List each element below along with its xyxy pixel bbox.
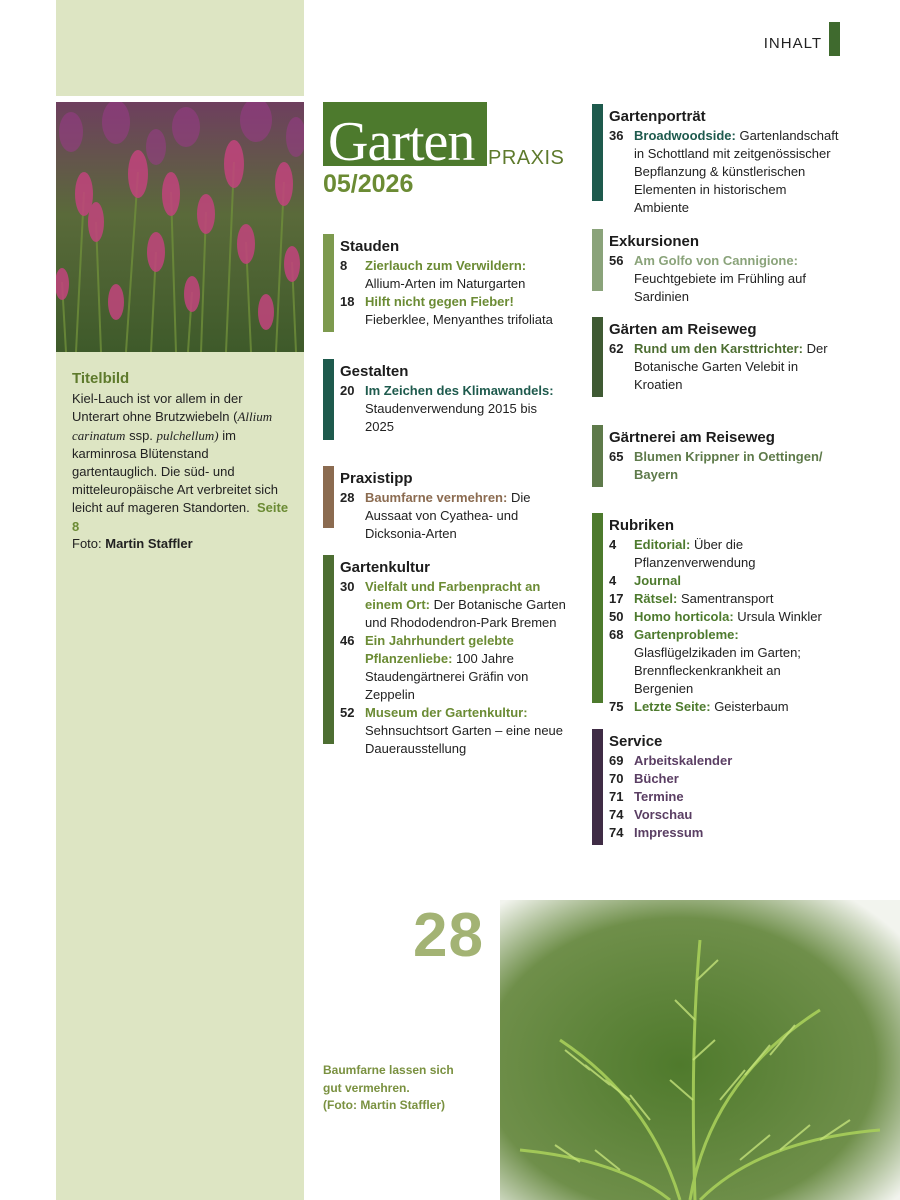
toc-entry-page: 75 bbox=[609, 699, 624, 714]
section-body bbox=[609, 729, 842, 842]
caption-line-1: Baumfarne lassen sich bbox=[323, 1063, 454, 1077]
toc-entry-page: 50 bbox=[609, 609, 624, 624]
toc-entry-headline: Am Golfo von Cannigione: bbox=[634, 253, 798, 268]
toc-entry-description: Sehnsuchtsort Garten – eine neue Dauerausstellung bbox=[365, 723, 564, 756]
section-title: Exkursionen bbox=[609, 233, 700, 250]
section-title: Service bbox=[609, 733, 663, 750]
cover-caption-text-c: im karminrosa Blütenstand gartentauglich. Die süd- und mitteleuropäische Art verbreitet sich leicht auf mageren Standorten. bbox=[72, 427, 278, 516]
section-title: Gärtnerei am Reiseweg bbox=[609, 429, 775, 446]
toc-entry-page: 18 bbox=[340, 294, 355, 309]
toc-entry-description: Geisterbaum bbox=[710, 699, 789, 714]
toc-entry-headline: Journal bbox=[634, 573, 681, 588]
section-color-bar bbox=[323, 555, 334, 744]
toc-entry[interactable] bbox=[609, 770, 842, 788]
logo-praxis: PRAXIS bbox=[488, 147, 565, 169]
toc-entry-page: 17 bbox=[609, 591, 624, 606]
toc-entry[interactable] bbox=[609, 572, 842, 590]
toc-entry-page: 46 bbox=[340, 633, 355, 648]
fern-photo-illustration bbox=[500, 900, 900, 1200]
toc-entry[interactable] bbox=[609, 788, 842, 806]
toc-entry[interactable] bbox=[340, 632, 568, 704]
toc-entry-description: Allium-Arten im Naturgarten bbox=[365, 276, 526, 291]
toc-entry-page: 30 bbox=[340, 579, 355, 594]
toc-entry-headline: Letzte Seite: bbox=[634, 699, 711, 714]
cover-photo-allium bbox=[56, 102, 304, 352]
section-title: Praxistipp bbox=[340, 470, 413, 487]
toc-entry-page: 65 bbox=[609, 449, 624, 464]
toc-entry-headline: Homo horticola: bbox=[634, 609, 734, 624]
section-body bbox=[340, 555, 568, 758]
toc-entry[interactable] bbox=[609, 536, 842, 572]
toc-entry-headline: Rund um den Karsttrichter: bbox=[634, 341, 804, 356]
cover-caption-latin-b: pulchellum) bbox=[156, 427, 219, 443]
toc-entry-headline: Baumfarne vermehren: bbox=[365, 490, 508, 505]
section-color-bar bbox=[592, 229, 603, 291]
issue-number: 05/2026 bbox=[323, 170, 414, 198]
toc-entry-headline: Arbeitskalender bbox=[634, 753, 733, 768]
photo-credit-label: Foto: bbox=[72, 536, 102, 551]
toc-entry-headline: Zierlauch zum Verwildern: bbox=[365, 258, 527, 273]
toc-entry-description: Samentransport bbox=[677, 591, 774, 606]
toc-entry-headline: Editorial: bbox=[634, 537, 691, 552]
section-body bbox=[340, 359, 568, 436]
toc-entry-headline: Broadwoodside: bbox=[634, 128, 736, 143]
toc-entry-description: Ursula Winkler bbox=[733, 609, 822, 624]
toc-entry-description: 100 Jahre Staudengärtnerei Gräfin von Zeppelin bbox=[365, 651, 529, 702]
toc-entry[interactable] bbox=[340, 293, 568, 329]
toc-entry[interactable] bbox=[609, 752, 842, 770]
logo-garten: Garten bbox=[328, 111, 475, 173]
section-title: Gartenkultur bbox=[340, 559, 431, 576]
cover-page-reference: Seite 8 bbox=[72, 500, 289, 534]
toc-entry-page: 74 bbox=[609, 825, 624, 840]
cover-caption-text-a: Kiel-Lauch ist vor allem in der Unterart ohne Brutzwiebeln ( bbox=[72, 391, 243, 425]
section-color-bar bbox=[323, 466, 334, 528]
cover-caption bbox=[72, 370, 292, 536]
toc-entry-description: Gartenlandschaft in Schottland mit zeitgenössischer Bepflanzung & künstlerischen Elementen in historischem Ambiente bbox=[634, 128, 839, 215]
cover-caption-heading: Titelbild bbox=[72, 370, 130, 387]
toc-entry[interactable] bbox=[340, 578, 568, 632]
section-color-bar bbox=[592, 104, 603, 201]
toc-entry[interactable] bbox=[609, 252, 842, 306]
toc-entry[interactable] bbox=[609, 590, 842, 608]
toc-entry[interactable] bbox=[340, 704, 568, 758]
toc-entry-page: 52 bbox=[340, 705, 355, 720]
toc-entry[interactable] bbox=[340, 257, 568, 293]
toc-entry[interactable] bbox=[340, 382, 568, 436]
toc-entry-page: 20 bbox=[340, 383, 355, 398]
toc-entry[interactable] bbox=[609, 824, 842, 842]
toc-entry-description: Staudenverwendung 2015 bis 2025 bbox=[365, 401, 538, 434]
section-title: Gartenporträt bbox=[609, 108, 706, 125]
section-label: INHALT bbox=[763, 35, 822, 52]
section-color-bar bbox=[323, 359, 334, 440]
toc-entry-description: Der Botanische Garten Velebit in Kroatien bbox=[634, 341, 828, 392]
toc-entry-page: 4 bbox=[609, 537, 617, 552]
toc-entry-page: 69 bbox=[609, 753, 624, 768]
toc-entry-page: 36 bbox=[609, 128, 624, 143]
cover-caption-text-b: ssp. bbox=[125, 427, 157, 443]
toc-entry[interactable] bbox=[340, 489, 568, 543]
section-color-bar bbox=[592, 513, 603, 703]
feature-page-number: 28 bbox=[413, 901, 484, 970]
fern-photo bbox=[500, 900, 900, 1200]
photo-credit-name: Martin Staffler bbox=[105, 536, 193, 551]
caption-line-3: (Foto: Martin Staffler) bbox=[323, 1098, 445, 1112]
toc-entry-page: 71 bbox=[609, 789, 624, 804]
toc-entry-page: 62 bbox=[609, 341, 624, 356]
toc-entry-description: Feuchtgebiete im Frühling auf Sardinien bbox=[634, 271, 806, 304]
caption-line-2: gut vermehren. bbox=[323, 1080, 410, 1095]
toc-entry-page: 8 bbox=[340, 258, 348, 273]
section-color-bar bbox=[592, 425, 603, 487]
toc-entry-page: 56 bbox=[609, 253, 624, 268]
toc-entry[interactable] bbox=[609, 448, 842, 484]
section-color-bar bbox=[592, 729, 603, 845]
toc-entry[interactable] bbox=[609, 806, 842, 824]
section-body bbox=[609, 513, 842, 716]
section-body bbox=[609, 104, 842, 217]
cover-photo-credit bbox=[72, 536, 193, 551]
toc-entry[interactable] bbox=[609, 340, 842, 394]
toc-entry-page: 74 bbox=[609, 807, 624, 822]
cover-caption-latin-a: Allium carinatum bbox=[72, 409, 273, 443]
toc-entry-description: Der Botanische Garten und Rhododendron-Park Bremen bbox=[365, 597, 566, 630]
section-title: Gestalten bbox=[340, 363, 409, 380]
section-title: Rubriken bbox=[609, 517, 675, 534]
toc-entry-page: 28 bbox=[340, 490, 355, 505]
section-title: Gärten am Reiseweg bbox=[609, 321, 757, 338]
toc-entry[interactable] bbox=[609, 608, 842, 626]
section-color-bar bbox=[592, 317, 603, 397]
section-body bbox=[340, 234, 568, 329]
toc-entry-headline: Gartenprobleme: bbox=[634, 627, 739, 642]
toc-entry-headline: Im Zeichen des Klimawandels: bbox=[365, 383, 554, 398]
section-body bbox=[609, 317, 842, 394]
toc-entry-description: Über die Pflanzenverwendung bbox=[634, 537, 756, 570]
toc-entry-headline: Impressum bbox=[634, 825, 704, 840]
toc-entry[interactable] bbox=[609, 698, 842, 716]
toc-entry-headline: Hilft nicht gegen Fieber! bbox=[365, 294, 514, 309]
toc-entry-page: 70 bbox=[609, 771, 624, 786]
section-body bbox=[340, 466, 568, 543]
toc-entry-description: Fieberklee, Menyanthes trifoliata bbox=[365, 312, 553, 327]
toc-entry-headline: Blumen Krippner in Oettingen/ Bayern bbox=[634, 449, 823, 482]
toc-entry[interactable] bbox=[609, 626, 842, 698]
section-title: Stauden bbox=[340, 238, 400, 255]
section-color-bar bbox=[323, 234, 334, 332]
allium-photo-illustration bbox=[56, 102, 304, 352]
toc-entry-headline: Ein Jahrhundert gelebte Pflanzenliebe: bbox=[365, 633, 514, 666]
section-body bbox=[609, 425, 842, 484]
toc-entry-description: Glasflügelzikaden im Garten; Brennfleckenkrankheit an Bergenien bbox=[634, 645, 801, 696]
section-label-bar bbox=[829, 22, 840, 56]
toc-entry-description: Die Aussaat von Cyathea- und Dicksonia-Arten bbox=[365, 490, 531, 541]
toc-entry-headline: Vielfalt und Farbenpracht an einem Ort: bbox=[365, 579, 541, 612]
toc-entry-page: 4 bbox=[609, 573, 617, 588]
section-body bbox=[609, 229, 842, 306]
toc-entry-headline: Vorschau bbox=[634, 807, 693, 822]
toc-entry[interactable] bbox=[609, 127, 842, 217]
fern-photo-caption bbox=[323, 1062, 493, 1115]
toc-entry-headline: Termine bbox=[634, 789, 684, 804]
toc-entry-headline: Rätsel: bbox=[634, 591, 678, 606]
toc-entry-page: 68 bbox=[609, 627, 624, 642]
toc-entry-headline: Bücher bbox=[634, 771, 679, 786]
toc-entry-headline: Museum der Gartenkultur: bbox=[365, 705, 528, 720]
